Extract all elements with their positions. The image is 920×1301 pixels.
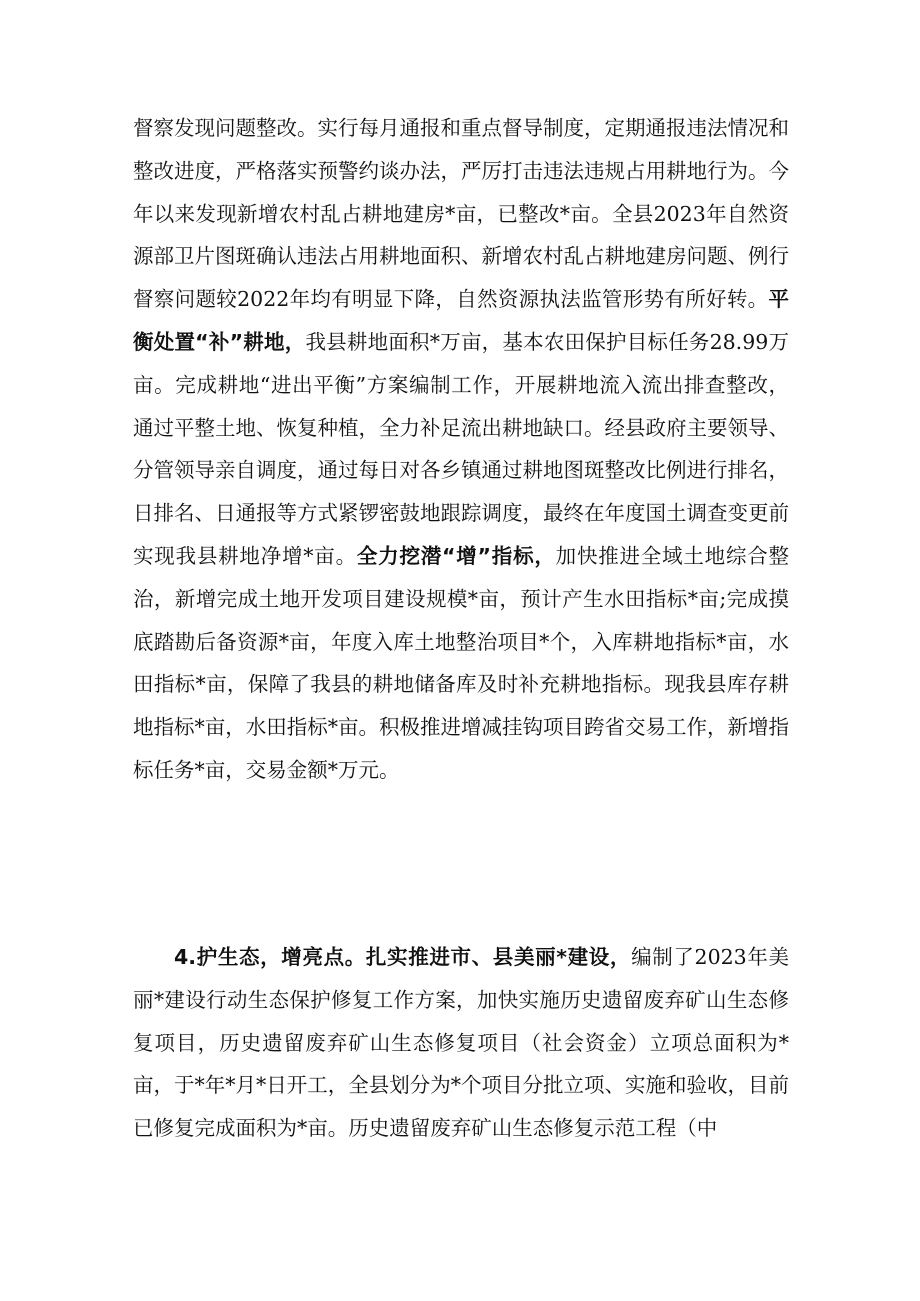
paragraph-ecology-text: 编制了2023年美丽*建设行动生态保护修复工作方案，加快实施历史遗留废弃矿山生态修复项目，历史遗留废弃矿山生态修复项目（社会资金）立项总面积为*亩，于*年*月*日开工，全县划分为*个项目分批立项、实施和验收，目前已修复完成面积为*亩。历史遗留废弃矿山生态修复示范工程（中: [133, 945, 789, 1141]
paragraph-farmland: [133, 107, 789, 792]
paragraph-balance-text: 我县耕地面积*万亩，基本农田保护目标任务28.99万亩。完成耕地“进出平衡”方案编制工作，开展耕地流入流出排查整改，通过平整土地、恢复种植，全力补足流出耕地缺口。经县政府主要领导、分管领导亲自调度，通过每日对各乡镇通过耕地图斑整改比例进行排名，日排名、日通报等方式紧锣密鼓地跟踪调度，最终在年度国土调查变更前实现我县耕地净增*亩。: [133, 329, 790, 568]
heading-beautiful-construction: 扎实推进市、县美丽*建设，: [365, 945, 632, 969]
heading-balance-farmland: 平衡处置“补”耕地，: [133, 287, 789, 354]
paragraph-intro-text: 督察发现问题整改。实行每月通报和重点督导制度，定期通报违法情况和整改进度，严格落实预警约谈办法，严厉打击违法违规占用耕地行为。今年以来发现新增农村乱占耕地建房*亩，已整改*亩。全县2023年自然资源部卫片图斑确认违法占用耕地面积、新增农村乱占耕地建房问题、例行督察问题较2022年均有明显下降，自然资源执法监管形势有所好转。: [133, 116, 789, 312]
paragraph-ecology: [133, 936, 789, 1150]
heading-increase-indicators: 全力挖潜“增”指标，: [356, 543, 556, 568]
heading-protect-ecology: 4.护生态，增亮点。: [174, 945, 366, 969]
paragraph-increase-text: 加快推进全域土地综合整治，新增完成土地开发项目建设规模*亩，预计产生水田指标*亩;完成摸底踏勘后备资源*亩，年度入库土地整治项目*个，入库耕地指标*亩，水田指标*亩，保障了我县的耕地储备库及时补充耕地指标。现我县库存耕地指标*亩，水田指标*亩。积极推进增减挂钩项目跨省交易工作，新增指标任务*亩，交易金额*万元。: [133, 543, 790, 782]
